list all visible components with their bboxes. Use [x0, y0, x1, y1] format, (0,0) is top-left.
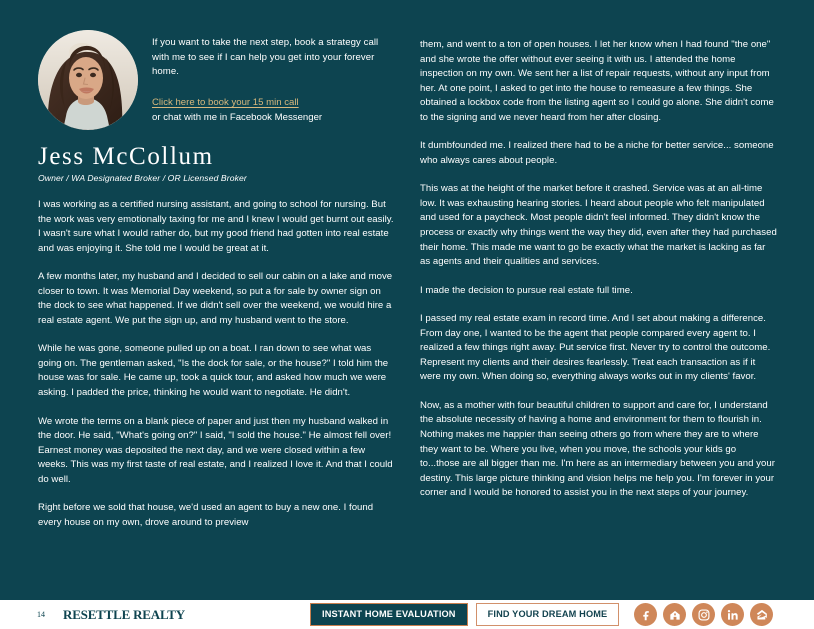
paragraph: While he was gone, someone pulled up on a boat. I ran down to see what was going on. The gentleman asked, "Is the dock for sale, or the house?" I told him the house was for sale. He came up, took a quick tour, and asked how much we were asking. I padded the price, thinking he would want to negotiate. He didn't. [38, 343, 389, 399]
brand-logo-text: RESETTLE REALTY [63, 606, 185, 622]
facebook-icon[interactable] [634, 603, 657, 626]
linkedin-icon[interactable] [721, 603, 744, 626]
footer-divider-band [0, 593, 814, 600]
social-links [634, 603, 773, 626]
page-number: 14 [37, 610, 45, 619]
agent-title: Owner / WA Designated Broker / OR Licensed Broker [38, 173, 247, 183]
paragraph: them, and went to a ton of open houses. I let her know when I had found "the one" and she wrote the offer without ever seeing it with us. I attended the home inspection on my own. We sent her a list of repair requests, without any input from her. At one point, I asked to get into the house to remeasure a few things. She obtained a lockbox code from the listing agent so I could go alone. She didn't come to the signing and we never heard from her after closing. [420, 39, 774, 123]
paragraph: This was at the height of the market before it crashed. Service was at an all-time low. It was exhausting hearing stories. I heard about people who felt manipulated and used for a paycheck. Most people didn't feel informed. They didn't know the process or exactly why things went the way they did, even after they had purchased their home. This made me want to go be exactly what the market is lacking as far as agents and their qualities and services. [420, 183, 777, 268]
intro-block [152, 30, 395, 125]
instant-home-evaluation-button[interactable]: INSTANT HOME EVALUATION [310, 603, 468, 626]
right-column [420, 38, 778, 501]
right-body-copy [420, 38, 778, 501]
zillow-icon[interactable] [750, 603, 773, 626]
book-call-link[interactable]: Click here to book your 15 min call [152, 96, 299, 108]
footer-cta-group [310, 603, 619, 626]
paragraph: We wrote the terms on a blank piece of paper and just then my husband walked in the door. He said, "What's going on?" I said, "I sold the house." He almost fell over! Earnest money was deposited the next day, and we were closed within a few weeks. This was my first taste of real estate, and I realized I love it. And that I could do well. [38, 415, 393, 485]
paragraph: Now, as a mother with four beautiful children to support and care for, I understand the absolute necessity of having a home and environment for them to flourish in. Nothing makes me happier than seeing others go from where they are to where they want to be. Where you live, when you move, the schools your kids go to...those are all bigger than me. I'm here as an intermediary between you and your destiny. This large picture thinking and vision helps me help you. I'm forever in your corner and I would be honored to assist you in the next steps of your journey. [420, 399, 775, 499]
footer-bar [0, 600, 814, 629]
messenger-text: or chat with me in Facebook Messenger [152, 111, 323, 123]
agent-name: Jess McCollum [38, 143, 214, 170]
houzz-icon[interactable] [663, 603, 686, 626]
paragraph: Right before we sold that house, we'd used an agent to buy a new one. I found every house on my own, drove around to preview [38, 502, 374, 528]
intro-text: If you want to take the next step, book a strategy call with me to see if I can help you get into your forever home. [152, 37, 379, 78]
agent-header [38, 30, 395, 130]
paragraph: I made the decision to pursue real estate full time. [420, 284, 633, 296]
agent-photo [38, 30, 138, 130]
instagram-icon[interactable] [692, 603, 715, 626]
paragraph: I passed my real estate exam in record time. And I set about making a difference. From day one, I wanted to be the agent that people compared every agent to. I realized a few things right away. Put service first. Never try to control the outcome. Represent my clients and their desires fearlessly. Treat each transaction as if it were my own. When doing so, everything always works out in my clients' favor. [420, 313, 771, 383]
paragraph: A few months later, my husband and I decided to sell our cabin on a lake and move closer to town. It was Memorial Day weekend, so put a for sale by owner sign on the dock to see what happened. If we didn't sell over the weekend, we would hire a real estate agent. We put the sign up, and my husband went to the store. [38, 271, 393, 326]
left-body-copy [38, 198, 395, 530]
left-column [38, 30, 395, 530]
paragraph: It dumbfounded me. I realized there had to be a niche for better service... someone who always cares about people. [420, 140, 774, 166]
find-your-dream-home-button[interactable]: FIND YOUR DREAM HOME [476, 603, 620, 626]
paragraph: I was working as a certified nursing assistant, and going to school for nursing. But the work was very emotionally taxing for me and I knew I would get burnt out easily. I wasn't sure what I would rather do, but my good friend had gotten into real estate and was enjoying it. She told me I would be great at it. [38, 199, 394, 254]
